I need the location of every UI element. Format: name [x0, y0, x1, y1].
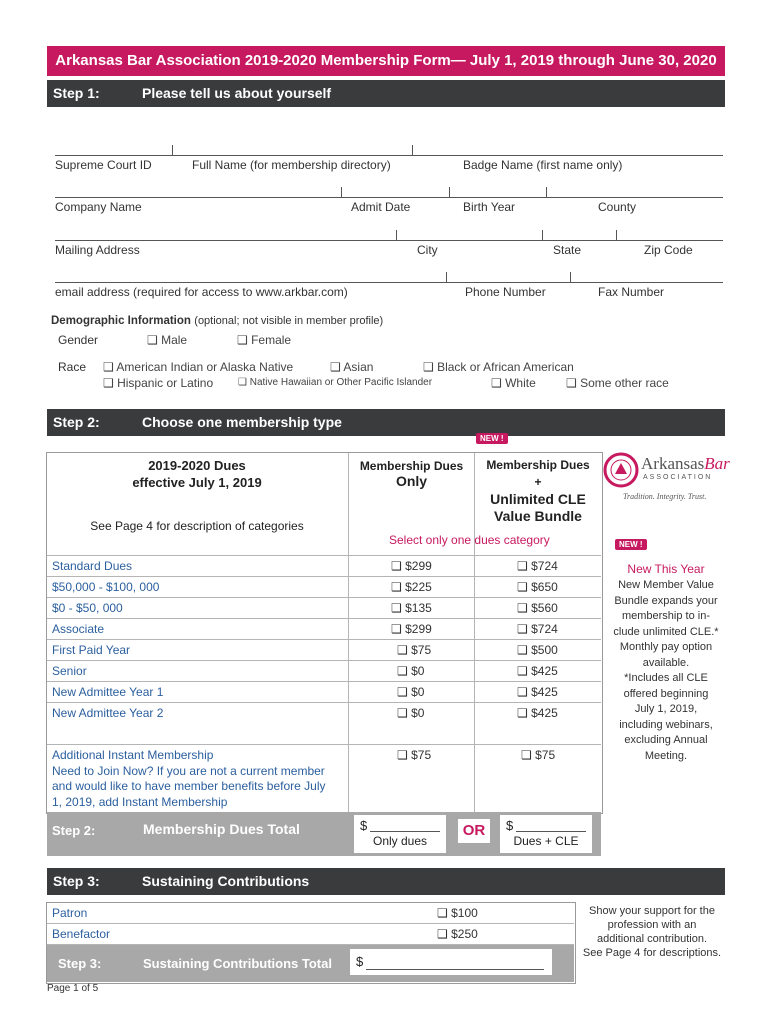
race-american-indian-checkbox[interactable]: ❑ American Indian or Alaska Native — [103, 360, 294, 374]
contribution-label: Benefactor — [52, 927, 111, 941]
dues-bundle-checkbox[interactable]: ❑ $724 — [517, 622, 558, 636]
step3-header — [47, 868, 725, 895]
sidebar-line: Monthly pay option — [619, 641, 713, 653]
step2-label: Choose one membership type — [142, 414, 342, 430]
dues-bundle-checkbox[interactable]: ❑ $425 — [517, 706, 558, 720]
step2-total-number: Step 2: — [52, 823, 96, 838]
field-birth-year[interactable]: Birth Year — [463, 200, 516, 214]
demographic-note: (optional; not visible in member profile) — [194, 315, 384, 327]
sidebar-line: offered beginning — [623, 687, 709, 700]
row2-line — [55, 197, 723, 198]
dues-only-checkbox[interactable]: ❑ $299 — [391, 559, 432, 573]
row1-line — [55, 155, 723, 156]
step3-number: Step 3: — [53, 873, 100, 889]
step1-label: Please tell us about yourself — [142, 85, 332, 101]
col-bundle-line3: Unlimited CLE — [490, 491, 586, 507]
field-mailing-address[interactable]: Mailing Address — [55, 243, 140, 257]
dues-bundle-checkbox[interactable]: ❑ $425 — [517, 664, 558, 678]
field-state[interactable]: State — [553, 243, 582, 257]
field-badge-name[interactable]: Badge Name (first name only) — [463, 158, 623, 172]
col-dues-only-sub: Only — [395, 473, 428, 489]
contributions-dollar: $ — [356, 954, 364, 969]
step3-total-number: Step 3: — [58, 956, 102, 971]
dues-only-checkbox[interactable]: ❑ $75 — [397, 643, 432, 657]
col-dues-only-title: Membership Dues — [359, 459, 464, 473]
or-label: OR — [458, 819, 490, 843]
sidebar-line: New Member Value — [618, 579, 714, 591]
gender-male-checkbox[interactable]: ❑ Male — [147, 333, 188, 347]
additional-line4: 1, 2019, add Instant Membership — [52, 794, 228, 809]
col-bundle-line4: Value Bundle — [494, 508, 582, 524]
race-black-checkbox[interactable]: ❑ Black or African American — [423, 360, 574, 374]
dues-only-dollar: $ — [360, 818, 368, 833]
field-email[interactable]: email address (required for access to www.arkbar.com) — [55, 285, 348, 299]
sidebar-line: available. — [642, 656, 690, 669]
field-company[interactable]: Company Name — [55, 200, 142, 214]
dues-bundle-checkbox[interactable]: ❑ $500 — [517, 643, 558, 657]
seal-icon — [603, 452, 639, 488]
additional-line1: Additional Instant Membership — [52, 748, 214, 762]
gender-label: Gender — [58, 333, 99, 347]
demographic-heading — [51, 313, 383, 327]
field-admit-date[interactable]: Admit Date — [351, 200, 411, 214]
step3-total-label: Sustaining Contributions Total — [143, 956, 332, 971]
contribution-note-line: See Page 4 for descriptions. — [582, 947, 722, 959]
dues-only-checkbox[interactable]: ❑ $0 — [397, 685, 425, 699]
dues-bundle-checkbox[interactable]: ❑ $650 — [517, 580, 558, 594]
patron-checkbox[interactable]: ❑ $100 — [437, 906, 478, 920]
row-label: $50,000 - $100, 000 — [52, 580, 160, 594]
additional-only-checkbox[interactable]: ❑ $75 — [397, 748, 432, 762]
page-number: Page 1 of 5 — [47, 983, 99, 994]
step2-header — [47, 409, 725, 436]
row-label: Associate — [52, 622, 105, 636]
dues-bundle-checkbox[interactable]: ❑ $724 — [517, 559, 558, 573]
dues-title — [47, 457, 347, 491]
new-this-year-text — [606, 578, 726, 764]
sidebar-line: July 1, 2019, — [634, 703, 698, 715]
contribution-label: Patron — [52, 906, 88, 920]
additional-line3: and would like to have member benefits before July — [52, 779, 326, 793]
contribution-note-line: Show your support for the — [589, 905, 715, 917]
field-full-name[interactable]: Full Name (for membership directory) — [192, 158, 391, 172]
additional-membership — [52, 748, 326, 810]
sidebar-line: Bundle expands your — [614, 594, 718, 607]
race-other-checkbox[interactable]: ❑ Some other race — [566, 376, 669, 390]
dues-only-checkbox[interactable]: ❑ $225 — [391, 580, 432, 594]
new-badge-side: NEW ! — [615, 539, 647, 550]
dues-only-checkbox[interactable]: ❑ $0 — [397, 664, 425, 678]
race-asian-checkbox[interactable]: ❑ Asian — [330, 360, 374, 374]
row-label: New Admittee Year 2 — [52, 706, 164, 720]
select-one-note: Select only one dues category — [389, 533, 550, 547]
only-dues-caption: Only dues — [372, 834, 428, 848]
step1-number: Step 1: — [53, 85, 100, 101]
form-title: Arkansas Bar Association 2019-2020 Membership Form— July 1, 2019 through June 30, 2020 — [47, 46, 725, 76]
field-city[interactable]: City — [417, 243, 438, 257]
benefactor-checkbox[interactable]: ❑ $250 — [437, 927, 478, 941]
race-label: Race — [58, 360, 87, 374]
new-badge-top: NEW ! — [476, 433, 508, 444]
logo-tagline: Tradition. Integrity. Trust. — [623, 492, 707, 501]
see-page-note: See Page 4 for description of categories — [90, 519, 304, 533]
additional-bundle-checkbox[interactable]: ❑ $75 — [521, 748, 556, 762]
dues-only-checkbox[interactable]: ❑ $0 — [397, 706, 425, 720]
sidebar-line: excluding Annual — [624, 734, 708, 746]
dues-title-line1: 2019-2020 Dues — [148, 458, 246, 473]
row-label: Standard Dues — [52, 559, 133, 573]
demographic-title: Demographic Information — [51, 315, 191, 327]
logo-name2: Bar — [704, 454, 730, 473]
contribution-note — [582, 904, 722, 960]
sidebar-line: including webinars, — [619, 718, 713, 731]
col-bundle-line1: Membership Dues — [486, 458, 590, 472]
dues-cle-total-field[interactable] — [500, 815, 592, 853]
sidebar-line: Meeting. — [644, 749, 688, 762]
logo-name1: Arkansas — [641, 454, 705, 473]
contributions-total-field[interactable] — [350, 949, 552, 975]
dues-only-checkbox[interactable]: ❑ $299 — [391, 622, 432, 636]
dues-only-checkbox[interactable]: ❑ $135 — [391, 601, 432, 615]
col-bundle-line2: + — [534, 475, 542, 489]
field-fax[interactable]: Fax Number — [598, 285, 665, 299]
arkbar-logo — [603, 452, 730, 512]
logo-assoc: ASSOCIATION — [643, 474, 713, 481]
row-label: Senior — [52, 664, 87, 678]
sidebar-line: membership to in- — [621, 610, 711, 622]
row-label: $0 - $50, 000 — [52, 601, 123, 615]
field-phone[interactable]: Phone Number — [465, 285, 546, 299]
field-county[interactable]: County — [598, 200, 637, 214]
step3-label: Sustaining Contributions — [142, 873, 310, 889]
sidebar-line: *Includes all CLE — [624, 672, 708, 684]
contribution-note-line: additional contribution. — [596, 933, 708, 945]
new-this-year-heading: New This Year — [627, 562, 705, 576]
dues-cle-dollar: $ — [506, 818, 514, 833]
field-supreme-court-id[interactable]: Supreme Court ID — [55, 158, 152, 172]
contribution-note-line: profession with an — [607, 919, 697, 931]
field-zip[interactable]: Zip Code — [644, 243, 693, 257]
dues-only-total-field[interactable] — [354, 815, 446, 853]
gender-female-checkbox[interactable]: ❑ Female — [237, 333, 292, 347]
row4-line — [55, 282, 723, 283]
dues-bundle-checkbox[interactable]: ❑ $425 — [517, 685, 558, 699]
dues-cle-caption: Dues + CLE — [513, 834, 579, 848]
race-native-hawaiian-checkbox[interactable]: ❑ Native Hawaiian or Other Pacific Islander — [238, 377, 433, 388]
row-label: New Admittee Year 1 — [52, 685, 164, 699]
dues-bundle-checkbox[interactable]: ❑ $560 — [517, 601, 558, 615]
dues-title-line2: effective July 1, 2019 — [132, 475, 262, 490]
sidebar-line: clude unlimited CLE.* — [613, 625, 719, 638]
race-hispanic-checkbox[interactable]: ❑ Hispanic or Latino — [103, 376, 214, 390]
step2-number: Step 2: — [53, 414, 100, 430]
race-white-checkbox[interactable]: ❑ White — [491, 376, 536, 390]
additional-line2: Need to Join Now? If you are not a current member — [52, 763, 325, 778]
step1-header — [47, 80, 725, 107]
row3-line — [55, 240, 723, 241]
col-bundle-title — [475, 457, 601, 525]
step2-total-label: Membership Dues Total — [143, 821, 300, 837]
row-label: First Paid Year — [52, 643, 131, 657]
